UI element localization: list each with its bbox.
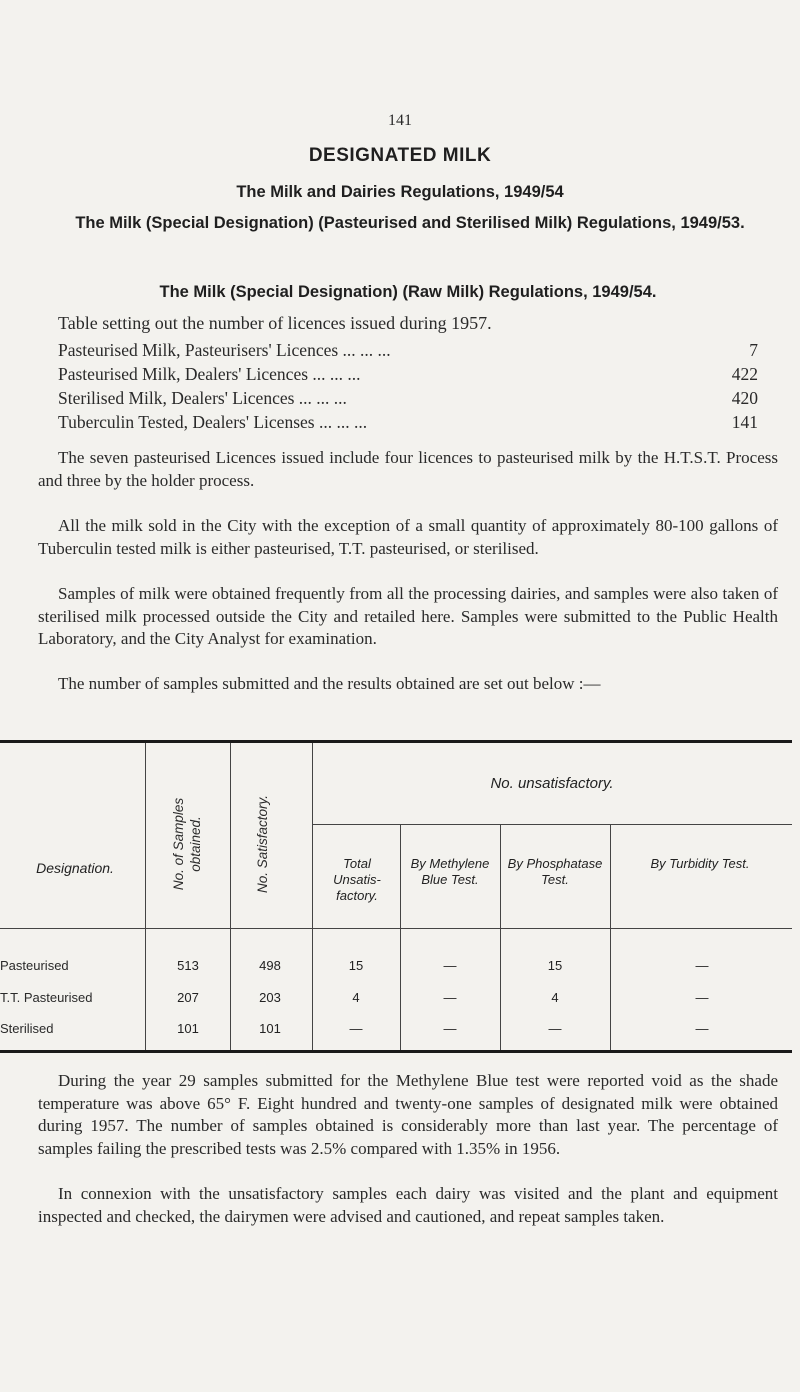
header-samples-obtained: No. of Samples obtained.: [171, 797, 203, 891]
table-top-rule: [0, 740, 792, 743]
row-designation: Sterilised: [0, 1021, 54, 1036]
cell-total: —: [349, 1021, 363, 1036]
cell-methylene: —: [443, 1021, 457, 1036]
header-methylene-blue: By Methylene Blue Test.: [410, 856, 490, 887]
header-satisfactory: No. Satisfactory.: [255, 794, 270, 894]
paragraph-results-intro: The number of samples submitted and the results obtained are set out below :—: [58, 674, 601, 693]
licence-row: [58, 340, 758, 364]
page-number: 141: [388, 112, 412, 129]
paragraph-samples: Samples of milk were obtained frequently from all the processing dairies, and samples were also taken of sterilised milk processed outside the City and retailed here. Samples were submitted to the Public Health Laboratory, and the City Analyst for examination.: [38, 584, 778, 648]
licence-label: Sterilised Milk, Dealers' Licences ... ... ...: [58, 388, 347, 408]
cell-phosphatase: —: [548, 1021, 562, 1036]
cell-satisfactory: 203: [259, 990, 281, 1005]
page-title: DESIGNATED MILK: [308, 145, 492, 166]
licence-label: Pasteurised Milk, Dealers' Licences ... ... ...: [58, 364, 361, 384]
cell-satisfactory: 498: [259, 958, 281, 973]
header-turbidity: By Turbidity Test.: [650, 856, 750, 871]
row-designation: T.T. Pasteurised: [0, 990, 93, 1005]
cell-samples: 513: [177, 958, 199, 973]
header-unsatisfactory-group: No. unsatisfactory.: [490, 775, 614, 792]
cell-turbidity: —: [695, 990, 709, 1005]
table-bottom-rule: [0, 1050, 792, 1053]
header-designation: Designation.: [36, 860, 114, 876]
licence-count: 422: [731, 364, 758, 384]
licence-count: 141: [731, 412, 758, 432]
cell-phosphatase: 15: [547, 958, 563, 973]
licence-row: [58, 388, 758, 412]
header-total-unsatisfactory: Total Unsatis- factory.: [333, 856, 381, 903]
cell-satisfactory: 101: [259, 1021, 281, 1036]
paragraph-milk-sold: All the milk sold in the City with the exception of a small quantity of approximately 80-100 gallons of Tuberculin tested milk is either pasteurised, T.T. pasteurised, or sterilised.: [38, 516, 778, 558]
cell-turbidity: —: [695, 958, 709, 973]
cell-total: 15: [348, 958, 364, 973]
cell-methylene: —: [443, 958, 457, 973]
cell-methylene: —: [443, 990, 457, 1005]
regulation-heading-1: The Milk and Dairies Regulations, 1949/54: [236, 183, 564, 201]
cell-samples: 207: [177, 990, 199, 1005]
row-designation: Pasteurised: [0, 958, 69, 973]
cell-total: 4: [352, 990, 360, 1005]
licence-count: 420: [731, 388, 758, 408]
licence-label: Tuberculin Tested, Dealers' Licenses ... ... ...: [58, 412, 368, 432]
header-phosphatase: By Phosphatase Test.: [507, 856, 603, 887]
paragraph-methylene-void: During the year 29 samples submitted for the Methylene Blue test were reported void as the shade temperature was above 65° F. Eight hundred and twenty-one samples of designated milk were obtained during 1957. The number of samples obtained is considerably more than last year. The percentage of samples failing the prescribed tests was 2.5% compared with 1.35% in 1956.: [38, 1071, 778, 1158]
cell-phosphatase: 4: [551, 990, 559, 1005]
regulation-heading-2: The Milk (Special Designation) (Pasteurised and Sterilised Milk) Regulations, 1949/53.: [75, 214, 745, 232]
licence-row: [58, 364, 758, 388]
licence-row: [58, 412, 758, 436]
licence-count: 7: [749, 340, 758, 360]
cell-turbidity: —: [695, 1021, 709, 1036]
cell-samples: 101: [177, 1021, 199, 1036]
paragraph-connexion: In connexion with the unsatisfactory samples each dairy was visited and the plant and equipment inspected and checked, the dairymen were advised and cautioned, and repeat samples taken.: [38, 1184, 778, 1226]
licence-label: Pasteurised Milk, Pasteurisers' Licences ... ... ...: [58, 340, 391, 360]
regulation-heading-3: The Milk (Special Designation) (Raw Milk) Regulations, 1949/54.: [159, 283, 657, 301]
paragraph-pasteurised-licences: The seven pasteurised Licences issued include four licences to pasteurised milk by the H.T.S.T. Process and three by the holder process.: [38, 448, 778, 490]
licence-intro: Table setting out the number of licences issued during 1957.: [58, 313, 492, 333]
